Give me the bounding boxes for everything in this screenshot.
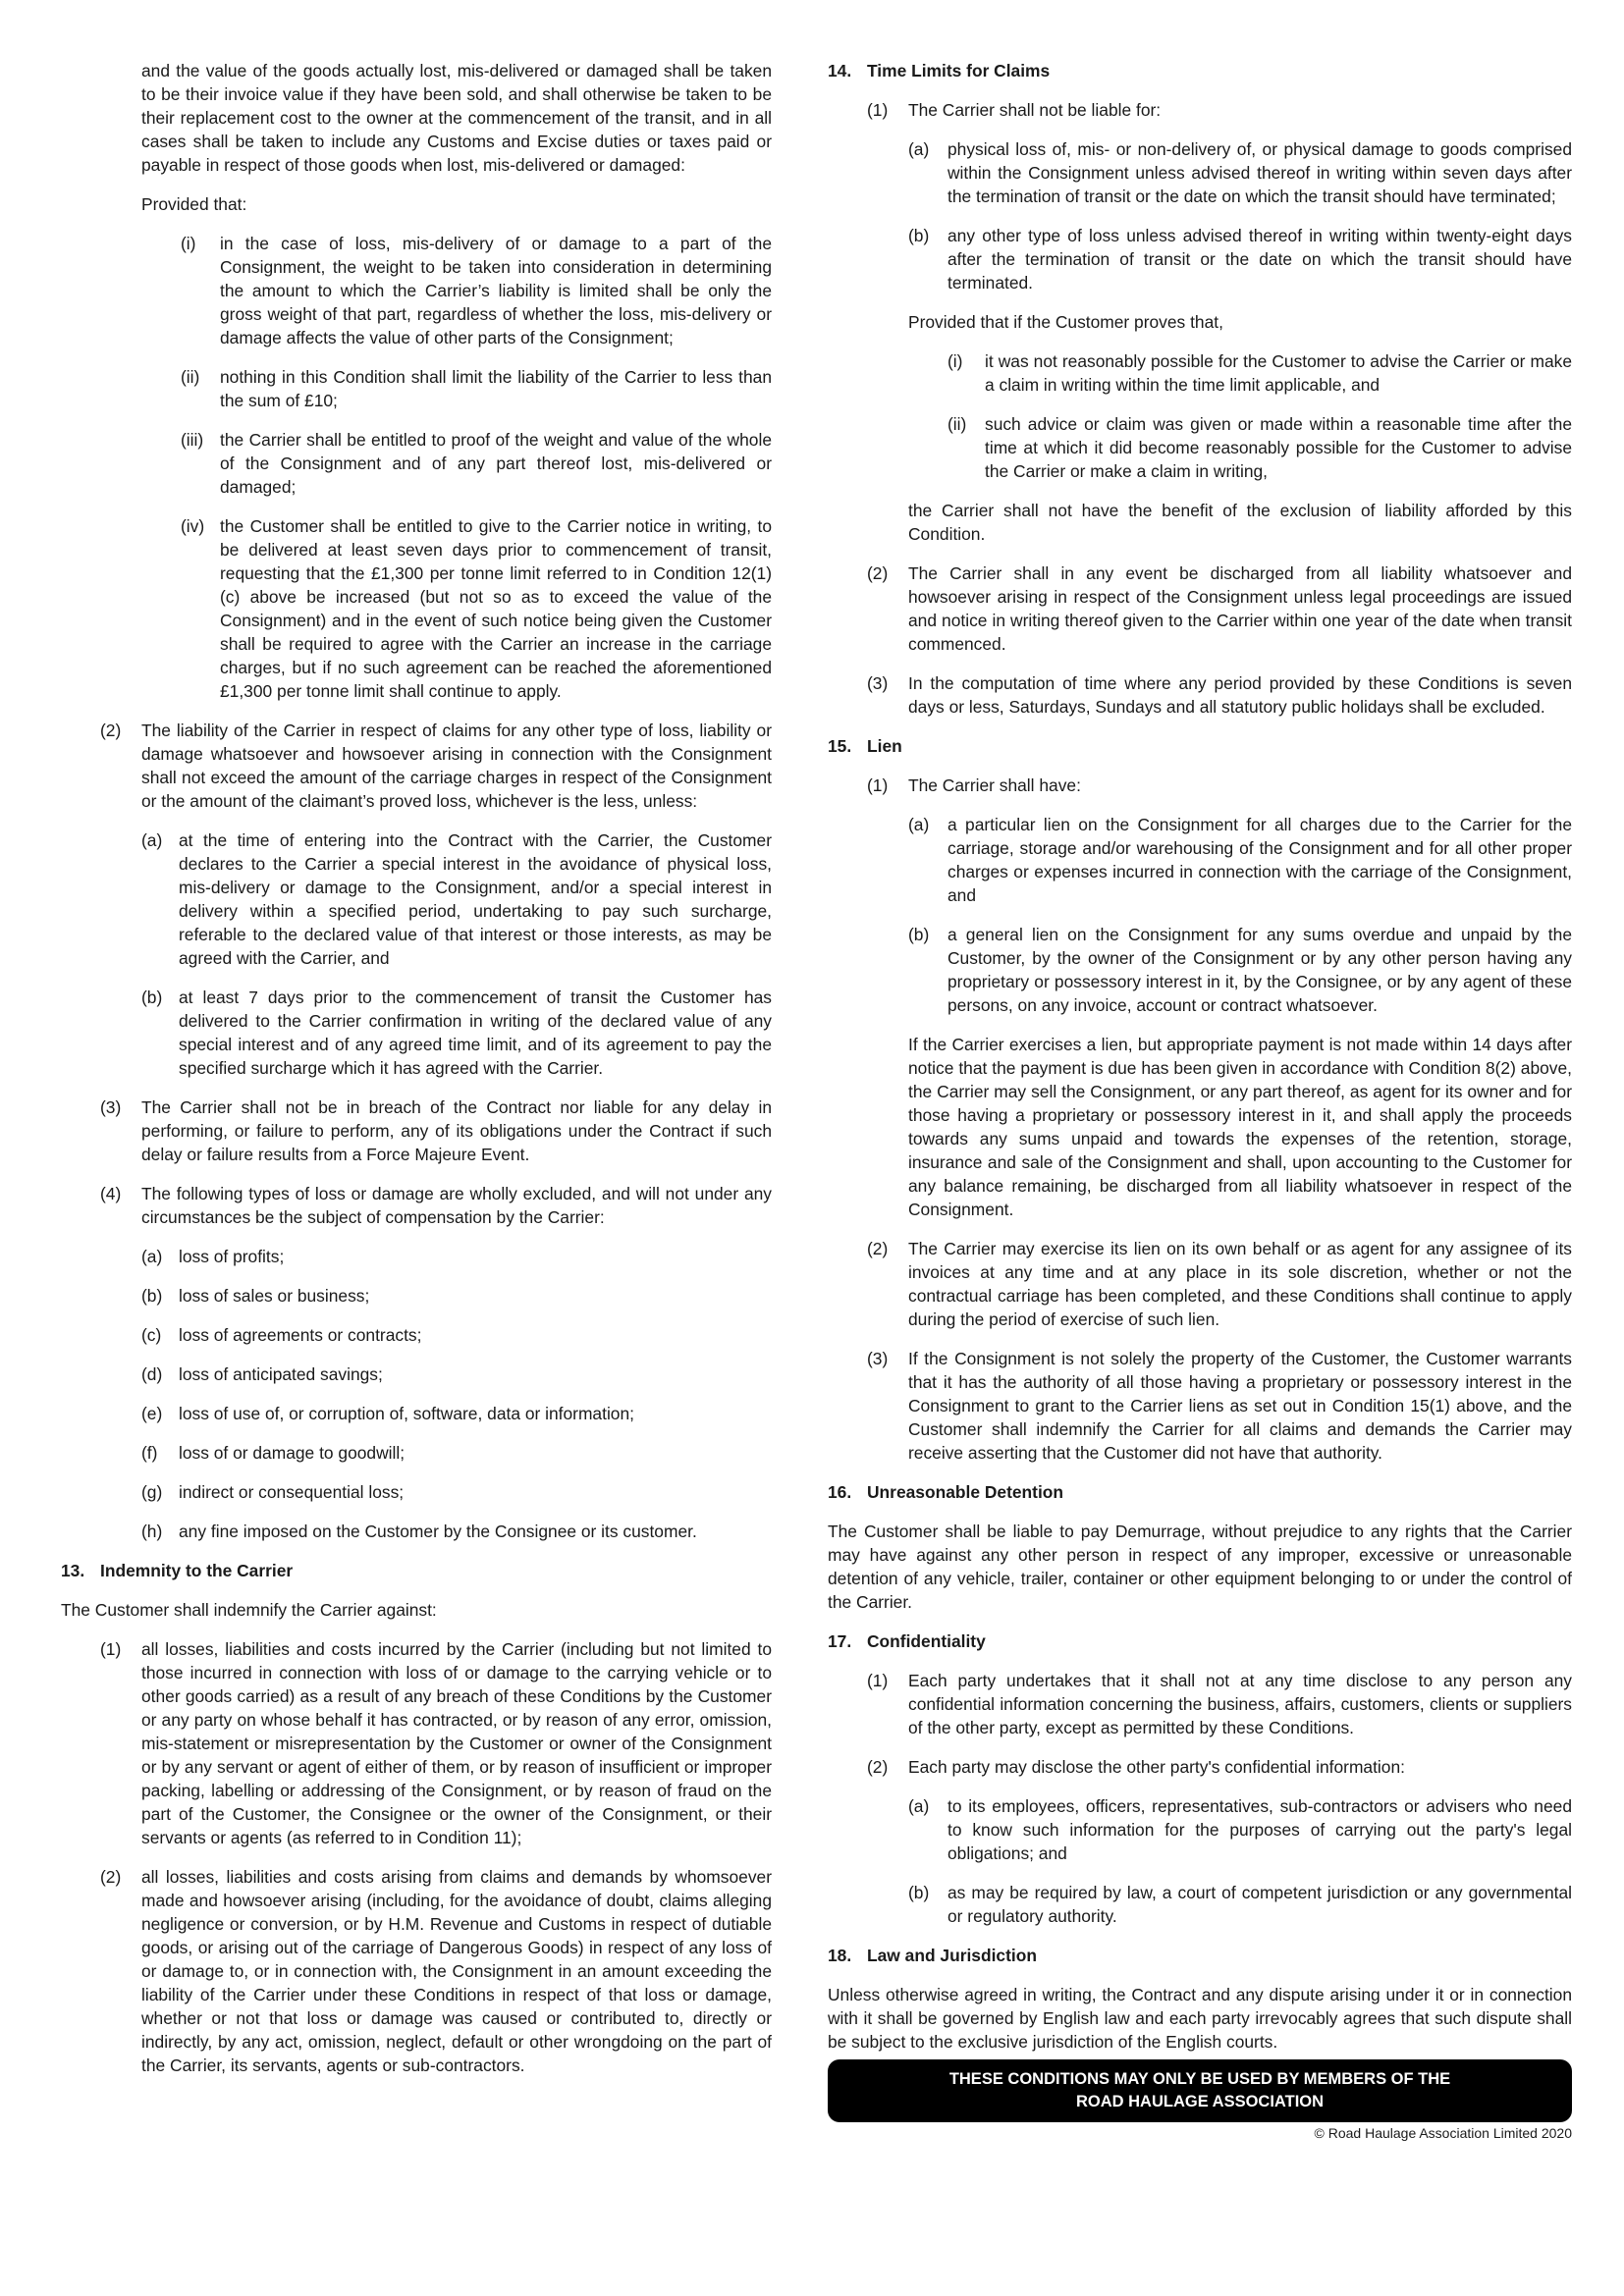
- section-heading-14: [828, 59, 1572, 82]
- item-number: (ii): [947, 414, 967, 434]
- list-item-ii: [181, 365, 772, 412]
- list-item-ii: [947, 412, 1572, 483]
- banner-line-1: THESE CONDITIONS MAY ONLY BE USED BY MEMBERS OF THE: [948, 2070, 1451, 2088]
- heading-title: Lien: [867, 736, 902, 756]
- item-number: (1): [867, 775, 889, 795]
- section-heading-18: [828, 1944, 1572, 1967]
- item-number: (b): [141, 1286, 163, 1306]
- item-text: as may be required by law, a court of competent jurisdiction or any governmental or regulatory authority.: [947, 1883, 1572, 1926]
- item-number: (ii): [181, 367, 200, 387]
- list-item-i: [181, 232, 772, 349]
- item-text: loss of agreements or contracts;: [179, 1325, 422, 1345]
- item-number: (e): [141, 1404, 163, 1423]
- section-heading-16: [828, 1480, 1572, 1504]
- item-text: the Carrier shall be entitled to proof of the weight and value of the whole of the Consignment and of any part thereof lost, mis-delivered or damaged;: [220, 430, 772, 497]
- list-item-a: [908, 137, 1572, 208]
- item-number: (g): [141, 1482, 163, 1502]
- list-item-b: [908, 224, 1572, 294]
- condition-17-2: [867, 1755, 1572, 1779]
- list-item-i: [947, 349, 1572, 397]
- list-item-f: [141, 1441, 772, 1465]
- condition-14-2: [867, 561, 1572, 656]
- heading-title: Confidentiality: [867, 1631, 986, 1651]
- item-text: the Customer shall be entitled to give to the Carrier notice in writing, to be delivered at least seven days prior to commencement of transit, requesting that the £1,300 per tonne limit referred to in Condition 12(1)(c) above be increased (but not so as to exceed the value of the Consignment) and in the event of such notice being given the Customer shall be required to agree with the Carrier an increase in the carriage charges, but if no such agreement can be reached the aforementioned £1,300 per tonne limit shall continue to apply.: [220, 516, 772, 701]
- roman-list: [947, 349, 1572, 483]
- item-number: (4): [100, 1184, 122, 1203]
- list-item-b: [141, 986, 772, 1080]
- paragraph-exclusion-benefit: the Carrier shall not have the benefit of the exclusion of liability afforded by this Condition.: [908, 501, 1572, 544]
- item-number: (d): [141, 1364, 163, 1384]
- members-only-banner: [828, 2059, 1572, 2122]
- item-text: all losses, liabilities and costs incurred by the Carrier (including but not limited to those incurred in connection with loss of or damage to the carrying vehicle or to other goods carried) as a result of any breach of these Conditions by the Customer or any party on whose behalf it has contracted, or by reason of any error, omission, mis-statement or misrepresentation by the Customer or owner of the Consignment or by any servant or agent of either of them, or by reason of insufficient or improper packing, labelling or addressing of the Consignment, or by reason of fraud on the part of the Customer, the Consignee or the owner of the Consignment, or their servants or agents (as referred to in Condition 11);: [141, 1639, 772, 1847]
- list-item-b: [908, 1881, 1572, 1928]
- paragraph-demurrage: The Customer shall be liable to pay Demurrage, without prejudice to any rights that the Carrier may have against any other person in respect of any improper, excessive or unreasonable detention of any vehicle, trailer, container or other equipment belonging to or under the control of the Carrier.: [828, 1522, 1572, 1612]
- item-number: (iii): [181, 430, 204, 450]
- item-text: all losses, liabilities and costs arising from claims and demands by whomsoever made and howsoever arising (including, for the avoidance of doubt, claims alleging negligence or conversion, or by H.M. Revenue and Customs in respect of dutiable goods, or arising out of the carriage of Dangerous Goods) in respect of any loss of or damage to, or in connection with, the Consignment in an amount exceeding the liability of the Carrier under these Conditions in respect of that loss or damage, whether or not that loss or damage was caused or contributed to, directly or indirectly, by any act, omission, neglect, default or other wrongdoing on the part of the Carrier, its servants, agents or sub-contractors.: [141, 1867, 772, 2075]
- list-item-b: [141, 1284, 772, 1308]
- item-number: (f): [141, 1443, 158, 1463]
- heading-number: 14.: [828, 61, 852, 80]
- left-column: [61, 59, 772, 2093]
- item-text: at the time of entering into the Contract with the Carrier, the Customer declares to the Carrier a special interest in the avoidance of physical loss, mis-delivery or damage to the Consignment, and/or a special interest in delivery within a specified period, undertaking to pay such surcharge, referable to the declared value of that interest or those interests, as may be agreed with the Carrier, and: [179, 830, 772, 968]
- item-text: in the case of loss, mis-delivery of or damage to a part of the Consignment, the weight to be taken into consideration in determining the amount to which the Carrier’s liability is limited shall be only the gross weight of that part, regardless of whether the loss, mis-delivery or damage affects the value of other parts of the Consignment;: [220, 234, 772, 347]
- item-number: (2): [867, 563, 889, 583]
- condition-17-2-list: [908, 1794, 1572, 1928]
- item-number: (b): [908, 925, 930, 944]
- heading-title: Unreasonable Detention: [867, 1482, 1064, 1502]
- item-text: In the computation of time where any period provided by these Conditions is seven days or less, Saturdays, Sundays and all statutory public holidays shall be excluded.: [908, 673, 1572, 717]
- item-number: (3): [867, 673, 889, 693]
- item-number: (1): [100, 1639, 122, 1659]
- item-number: (a): [908, 815, 930, 834]
- item-text: nothing in this Condition shall limit the liability of the Carrier to less than the sum of £10;: [220, 367, 772, 410]
- item-text: physical loss of, mis- or non-delivery of, or physical damage to goods comprised within the Consignment unless advised thereof in writing within seven days after the termination of transit or the date on which the transit should have terminated;: [947, 139, 1572, 206]
- list-item-a: [141, 828, 772, 970]
- condition-15-body: [867, 774, 1572, 1465]
- list-item-e: [141, 1402, 772, 1425]
- item-number: (a): [141, 830, 163, 850]
- list-item-iii: [181, 428, 772, 499]
- paragraph-provided-that: Provided that:: [141, 194, 247, 214]
- heading-title: Time Limits for Claims: [867, 61, 1051, 80]
- list-item-h: [141, 1520, 772, 1543]
- item-number: (3): [100, 1097, 122, 1117]
- copyright-notice: © Road Haulage Association Limited 2020: [1314, 2125, 1572, 2141]
- condition-15-3: [867, 1347, 1572, 1465]
- condition-12-2: [100, 719, 772, 813]
- paragraph-lien-sale: If the Carrier exercises a lien, but appropriate payment is not made within 14 days after notice that the payment is due has been given in accordance with Condition 8(2) above, the Carrier may sell the Consignment, or any part thereof, as agent for its owner and for those having a proprietary or possessory interest in it, and shall apply the proceeds towards any sums unpaid and towards the expenses of the retention, storage, insurance and sale of the Consignment and shall, upon accounting to the Customer for any balance remaining, be discharged from all liability whatsoever in respect of the Consignment.: [908, 1035, 1572, 1219]
- item-text: any fine imposed on the Customer by the Consignee or its customer.: [179, 1522, 697, 1541]
- list-item-a: [141, 1245, 772, 1268]
- item-number: (a): [141, 1247, 163, 1266]
- heading-title: Indemnity to the Carrier: [100, 1561, 294, 1580]
- heading-number: 13.: [61, 1561, 85, 1580]
- item-text: The Carrier shall have:: [908, 775, 1081, 795]
- item-text: loss of or damage to goodwill;: [179, 1443, 406, 1463]
- item-number: (a): [908, 139, 930, 159]
- item-number: (b): [908, 1883, 930, 1902]
- item-number: (1): [867, 100, 889, 120]
- condition-12-3: [100, 1095, 772, 1166]
- condition-14-1: [867, 98, 1572, 122]
- condition-14-body: [867, 98, 1572, 719]
- item-number: (b): [908, 226, 930, 245]
- condition-15-1-inner: [908, 813, 1572, 1221]
- item-number: (iv): [181, 516, 205, 536]
- section-heading-13: [61, 1559, 772, 1582]
- item-text: The liability of the Carrier in respect of claims for any other type of loss, liability or damage whatsoever and howsoever arising in connection with the Consignment shall not exceed the amount of the carriage charges in respect of the Consignment or the amount of the claimant’s proved loss, whichever is the less, unless:: [141, 721, 772, 811]
- item-text: any other type of loss unless advised thereof in writing within twenty-eight days after the termination of transit or the date on which the transit should have terminated.: [947, 226, 1572, 293]
- list-item-d: [141, 1362, 772, 1386]
- paragraph-provided-customer-proves: Provided that if the Customer proves that,: [908, 312, 1223, 332]
- condition-17-1: [867, 1669, 1572, 1739]
- list-item-iv: [181, 514, 772, 703]
- item-number: (1): [867, 1671, 889, 1690]
- condition-15-2: [867, 1237, 1572, 1331]
- item-number: (c): [141, 1325, 162, 1345]
- item-text: indirect or consequential loss;: [179, 1482, 405, 1502]
- item-number: (b): [141, 988, 163, 1007]
- item-number: (i): [181, 234, 196, 253]
- item-text: it was not reasonably possible for the Customer to advise the Carrier or make a claim in writing within the time limit applicable, and: [985, 351, 1572, 395]
- item-text: The following types of loss or damage are wholly excluded, and will not under any circumstances be the subject of compensation by the Carrier:: [141, 1184, 772, 1227]
- paragraph-value-of-goods: and the value of the goods actually lost, mis-delivered or damaged shall be taken to be their invoice value if they have been sold, and shall otherwise be taken to be their replacement cost to the owner at the commencement of the transit, and in all cases shall be taken to include any Customs and Excise duties or taxes paid or payable in respect of those goods when lost, mis-delivered or damaged:: [141, 61, 772, 175]
- item-text: loss of profits;: [179, 1247, 285, 1266]
- list-item-a: [908, 813, 1572, 907]
- item-number: (2): [100, 1867, 122, 1887]
- heading-number: 16.: [828, 1482, 852, 1502]
- list-item-c: [141, 1323, 772, 1347]
- condition-13-list: [100, 1637, 772, 2077]
- item-text: at least 7 days prior to the commencement of transit the Customer has delivered to the Carrier confirmation in writing of the declared value of any special interest and of any agreed time limit, and of its agreement to pay the specified surcharge which it has agreed with the Carrier.: [179, 988, 772, 1078]
- item-text: a particular lien on the Consignment for all charges due to the Carrier for the carriage, storage and/or warehousing of the Consignment and for all other proper charges or expenses incurred in connection with the carriage of the Consignment, and: [947, 815, 1572, 905]
- roman-list: [181, 232, 772, 703]
- heading-number: 17.: [828, 1631, 852, 1651]
- heading-title: Law and Jurisdiction: [867, 1946, 1037, 1965]
- item-text: Each party may disclose the other party's confidential information:: [908, 1757, 1405, 1777]
- condition-12-4: [100, 1182, 772, 1229]
- item-text: The Carrier shall in any event be discharged from all liability whatsoever and howsoever arising in respect of the Consignment unless legal proceedings are issued and notice in writing thereof given to the Carrier within one year of the date when transit commenced.: [908, 563, 1572, 654]
- section-heading-17: [828, 1629, 1572, 1653]
- section-heading-15: [828, 734, 1572, 758]
- item-number: (2): [867, 1239, 889, 1258]
- item-text: The Carrier shall not be liable for:: [908, 100, 1162, 120]
- item-text: loss of sales or business;: [179, 1286, 370, 1306]
- item-text: a general lien on the Consignment for any sums overdue and unpaid by the Customer, by the owner of the Consignment or by any other person having any proprietary or possessory interest in it, by the Consignee, or by any agent of these persons, on any invoice, account or contract whatsoever.: [947, 925, 1572, 1015]
- condition-14-1-inner: [908, 137, 1572, 546]
- condition-13-2: [100, 1865, 772, 2077]
- list-item-a: [908, 1794, 1572, 1865]
- paragraph-indemnify: The Customer shall indemnify the Carrier against:: [61, 1600, 437, 1620]
- item-number: (a): [908, 1796, 930, 1816]
- item-number: (h): [141, 1522, 163, 1541]
- item-number: (2): [867, 1757, 889, 1777]
- excluded-loss-list: [141, 1245, 772, 1543]
- item-number: (i): [947, 351, 963, 371]
- condition-12-1-continued: [141, 59, 772, 703]
- condition-12-subsections: [100, 719, 772, 1543]
- banner-line-2: ROAD HAULAGE ASSOCIATION: [1075, 2093, 1325, 2110]
- right-column: [828, 59, 1572, 2142]
- item-number: (2): [100, 721, 122, 740]
- item-text: to its employees, officers, representatives, sub-contractors or advisers who need to know such information for the purposes of carrying out the party's legal obligations; and: [947, 1796, 1572, 1863]
- item-text: The Carrier may exercise its lien on its own behalf or as agent for any assignee of its invoices at any time and at any place in its sole discretion, whether or not the contractual carriage has been completed, and these Conditions shall continue to apply during the period of exercise of such lien.: [908, 1239, 1572, 1329]
- paragraph-law-jurisdiction: Unless otherwise agreed in writing, the Contract and any dispute arising under it or in connection with it shall be governed by English law and each party irrevocably agrees that such dispute shall be subject to the exclusive jurisdiction of the English courts.: [828, 1985, 1572, 2052]
- list-item-b: [908, 923, 1572, 1017]
- condition-12-2-list: [141, 828, 772, 1080]
- condition-13-1: [100, 1637, 772, 1849]
- condition-15-1: [867, 774, 1572, 797]
- condition-17-body: [867, 1669, 1572, 1928]
- item-text: If the Consignment is not solely the property of the Customer, the Customer warrants that it has the authority of all those having a proprietary or possessory interest in the Consignment to grant to the Carrier liens as set out in Condition 15(1) above, and the Customer shall indemnify the Carrier for all claims and demands the Carrier may receive asserting that the Customer did not have that authority.: [908, 1349, 1572, 1463]
- heading-number: 18.: [828, 1946, 852, 1965]
- item-text: such advice or claim was given or made within a reasonable time after the time at which it did become reasonably possible for the Customer to advise the Carrier or make a claim in writing,: [985, 414, 1572, 481]
- item-text: The Carrier shall not be in breach of the Contract nor liable for any delay in performing, or failure to perform, any of its obligations under the Contract if such delay or failure results from a Force Majeure Event.: [141, 1097, 772, 1164]
- list-item-g: [141, 1480, 772, 1504]
- heading-number: 15.: [828, 736, 852, 756]
- item-number: (3): [867, 1349, 889, 1368]
- item-text: Each party undertakes that it shall not at any time disclose to any person any confidential information concerning the business, affairs, customers, clients or suppliers of the other party, except as permitted by these Conditions.: [908, 1671, 1572, 1737]
- item-text: loss of anticipated savings;: [179, 1364, 383, 1384]
- condition-14-3: [867, 671, 1572, 719]
- item-text: loss of use of, or corruption of, software, data or information;: [179, 1404, 634, 1423]
